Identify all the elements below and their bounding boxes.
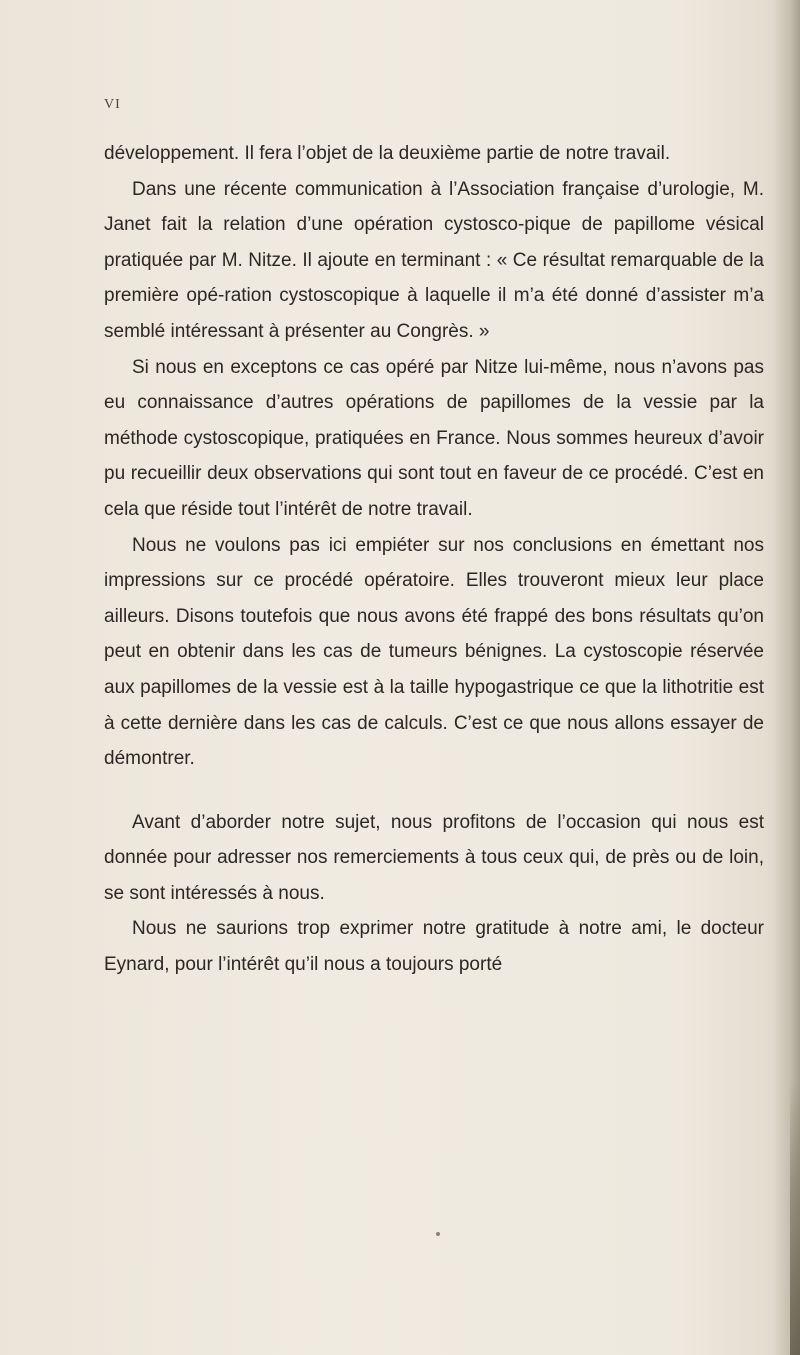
paragraph: Avant d’aborder notre sujet, nous profitons de l’occasion qui nous est donnée pour adresser nos remerciements à tous ceux qui, de près ou de loin, se sont intéressés à nous.: [104, 811, 764, 904]
paragraph-continued: développement. Il fera l’objet de la deuxième partie de notre travail.: [104, 143, 671, 164]
page-edge-stain: [790, 1080, 800, 1355]
page-number: VI: [104, 97, 121, 112]
paper-speck: [436, 1232, 440, 1236]
body-text: [104, 136, 764, 983]
paragraph: Si nous en exceptons ce cas opéré par Nitze lui-même, nous n’avons pas eu connaissance d’autres opérations de papillomes de la vessie par la méthode cystoscopique, pratiquées en France. Nous sommes heureux d’avoir pu recueillir deux observations qui sont tout en faveur de ce procédé. C’est en cela que réside tout l’intérêt de notre travail.: [104, 356, 764, 520]
paragraph: Nous ne saurions trop exprimer notre gratitude à notre ami, le docteur Eynard, pour l’intérêt qu’il nous a toujours porté: [104, 918, 764, 976]
paragraph: Nous ne voulons pas ici empiéter sur nos conclusions en émettant nos impressions sur ce procédé opératoire. Elles trouveront mieux leur place ailleurs. Disons toutefois que nous avons été frappé des bons résultats qu’on peut en obtenir dans les cas de tumeurs bénignes. La cystoscopie réservée aux papillomes de la vessie est à la taille hypogastrique ce que la lithotritie est à cette dernière dans les cas de calculs. C’est ce que nous allons essayer de démontrer.: [104, 534, 764, 770]
paragraph: Dans une récente communication à l’Association française d’urologie, M. Janet fait la relation d’une opération cystosco-pique de papillome vésical pratiquée par M. Nitze. Il ajoute en terminant : « Ce résultat remarquable de la première opé-ration cystoscopique à laquelle il m’a été donné d’assister m’a semblé intéressant à présenter au Congrès. »: [104, 178, 764, 342]
